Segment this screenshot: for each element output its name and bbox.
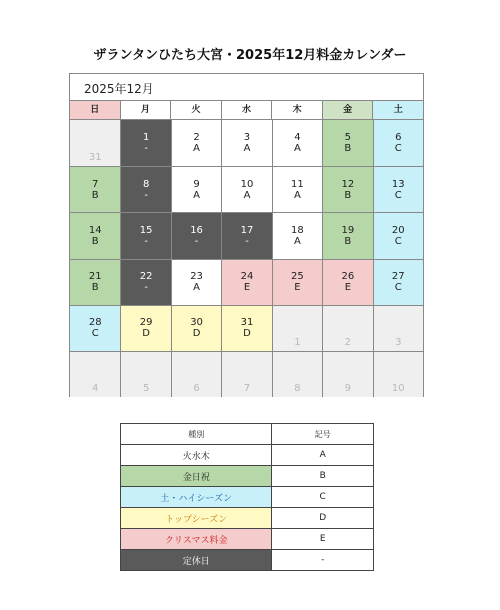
calendar-day-outside [322, 305, 372, 351]
day-number: 2 [193, 132, 200, 144]
weekday-header-cell: 火 [170, 101, 221, 119]
calendar-day [221, 120, 271, 166]
day-rate-code: B [344, 235, 352, 247]
day-rate-code: - [144, 143, 148, 155]
legend-row [121, 487, 374, 508]
day-number: 3 [395, 336, 402, 348]
calendar-day-outside [70, 351, 120, 397]
day-number: 4 [92, 383, 99, 394]
day-rate-code: E [344, 282, 352, 294]
calendar-day [120, 120, 170, 166]
day-number: 6 [193, 383, 200, 394]
weekday-header-cell: 土 [372, 101, 423, 119]
legend-type: トップシーズン [121, 508, 272, 529]
calendar-day-outside [272, 351, 322, 397]
calendar-day [171, 305, 221, 351]
day-number: 15 [139, 224, 153, 236]
calendar-day [171, 259, 221, 305]
legend-symbol: A [272, 445, 374, 466]
day-number: 26 [341, 271, 355, 283]
day-number: 12 [341, 178, 355, 190]
calendar-day [221, 259, 271, 305]
calendar-day [322, 120, 372, 166]
page-title: ザランタンひたち大宮・2025年12月料金カレンダー [93, 48, 407, 63]
calendar [69, 73, 424, 397]
weekday-header-cell: 日 [70, 101, 120, 119]
day-rate-code: B [91, 282, 99, 294]
calendar-day [373, 120, 423, 166]
day-rate-code: C [394, 189, 402, 201]
day-rate-code: D [192, 328, 201, 340]
calendar-day-outside [272, 305, 322, 351]
day-number: 7 [92, 178, 99, 190]
legend-row [121, 445, 374, 466]
legend-symbol: D [272, 508, 374, 529]
day-rate-code: A [193, 189, 200, 201]
legend-symbol: B [272, 466, 374, 487]
calendar-day [272, 120, 322, 166]
day-number: 24 [240, 271, 254, 283]
day-rate-code: A [294, 189, 301, 201]
day-rate-code: B [91, 235, 99, 247]
calendar-day [70, 259, 120, 305]
day-rate-code: B [91, 189, 99, 201]
calendar-day-outside [171, 351, 221, 397]
day-number: 23 [190, 271, 203, 283]
day-number: 6 [395, 132, 402, 144]
legend-header-type: 種別 [121, 424, 272, 445]
day-number: 18 [291, 224, 304, 236]
day-rate-code: A [193, 282, 200, 294]
day-number: 22 [139, 271, 153, 283]
day-number: 17 [240, 224, 254, 236]
legend-type: 土・ハイシーズン [121, 487, 272, 508]
calendar-day-outside [373, 351, 423, 397]
legend-header-symbol: 記号 [272, 424, 374, 445]
day-number: 5 [344, 132, 352, 144]
legend-symbol: E [272, 529, 374, 550]
day-rate-code: A [243, 189, 251, 201]
calendar-day [120, 305, 170, 351]
calendar-day [221, 305, 271, 351]
day-rate-code: C [394, 143, 402, 155]
day-rate-code: - [245, 235, 249, 247]
legend-header-row [121, 424, 374, 445]
calendar-day [70, 212, 120, 258]
day-number: 8 [294, 383, 301, 394]
day-rate-code: C [91, 328, 99, 340]
legend-row [121, 529, 374, 550]
day-number: 28 [88, 317, 102, 329]
legend-type: 定休日 [121, 550, 272, 571]
legend-symbol: C [272, 487, 374, 508]
day-rate-code: B [344, 189, 352, 201]
calendar-day [373, 212, 423, 258]
calendar-day [221, 166, 271, 212]
day-number: 1 [294, 336, 301, 348]
day-rate-code: B [344, 143, 352, 155]
calendar-day-outside [120, 351, 170, 397]
day-number: 21 [88, 271, 102, 283]
day-number: 9 [193, 178, 200, 190]
day-number: 25 [291, 271, 304, 283]
calendar-day [373, 166, 423, 212]
day-number: 13 [391, 178, 405, 190]
day-number: 7 [243, 383, 251, 394]
weekday-header-cell: 水 [221, 101, 272, 119]
day-number: 29 [139, 317, 153, 329]
day-number: 4 [294, 132, 301, 144]
legend-type: 金日祝 [121, 466, 272, 487]
day-number: 30 [190, 317, 203, 329]
legend-row [121, 550, 374, 571]
day-number: 16 [190, 224, 203, 236]
day-rate-code: A [294, 143, 301, 155]
calendar-day [322, 212, 372, 258]
day-number: 10 [240, 178, 254, 190]
legend-row [121, 508, 374, 529]
calendar-day [120, 166, 170, 212]
calendar-day [221, 212, 271, 258]
day-number: 3 [243, 132, 251, 144]
day-rate-code: C [394, 282, 402, 294]
calendar-day-outside [70, 120, 120, 166]
calendar-day [322, 166, 372, 212]
day-number: 10 [391, 383, 405, 394]
day-number: 5 [142, 383, 150, 394]
day-number: 20 [391, 224, 405, 236]
calendar-day [272, 212, 322, 258]
day-number: 8 [142, 178, 150, 190]
day-number: 2 [344, 336, 352, 348]
calendar-day-outside [221, 351, 271, 397]
calendar-day-outside [322, 351, 372, 397]
weekday-header-cell: 月 [120, 101, 171, 119]
day-rate-code: A [193, 143, 200, 155]
day-rate-code: A [243, 143, 251, 155]
calendar-day [70, 166, 120, 212]
day-rate-code: - [144, 282, 148, 294]
calendar-day-outside [373, 305, 423, 351]
calendar-grid [70, 120, 423, 397]
weekday-header-row [70, 100, 423, 120]
weekday-header-cell: 金 [322, 101, 373, 119]
day-rate-code: E [243, 282, 251, 294]
calendar-day [70, 305, 120, 351]
calendar-day [120, 212, 170, 258]
calendar-day [120, 259, 170, 305]
day-number: 14 [88, 224, 102, 236]
calendar-day [171, 212, 221, 258]
day-rate-code: C [394, 235, 402, 247]
weekday-header-cell: 木 [271, 101, 322, 119]
legend-symbol: - [272, 550, 374, 571]
calendar-day [272, 166, 322, 212]
day-rate-code: D [243, 328, 251, 340]
day-rate-code: - [144, 189, 148, 201]
day-number: 1 [142, 132, 150, 144]
legend-type: 火水木 [121, 445, 272, 466]
day-number: 31 [88, 152, 102, 164]
day-rate-code: A [294, 235, 301, 247]
day-number: 19 [341, 224, 355, 236]
legend-row [121, 466, 374, 487]
day-rate-code: D [142, 328, 150, 340]
legend-table [120, 423, 374, 571]
day-rate-code: - [194, 235, 199, 247]
calendar-day [272, 259, 322, 305]
day-number: 9 [344, 383, 352, 394]
calendar-day [171, 120, 221, 166]
day-number: 11 [291, 178, 304, 190]
calendar-day [373, 259, 423, 305]
calendar-day [171, 166, 221, 212]
calendar-day [322, 259, 372, 305]
day-number: 27 [391, 271, 405, 283]
day-rate-code: - [144, 235, 148, 247]
day-number: 31 [240, 317, 254, 329]
day-rate-code: E [294, 282, 301, 294]
calendar-month-label: 2025年12月 [84, 82, 154, 96]
legend-type: クリスマス料金 [121, 529, 272, 550]
